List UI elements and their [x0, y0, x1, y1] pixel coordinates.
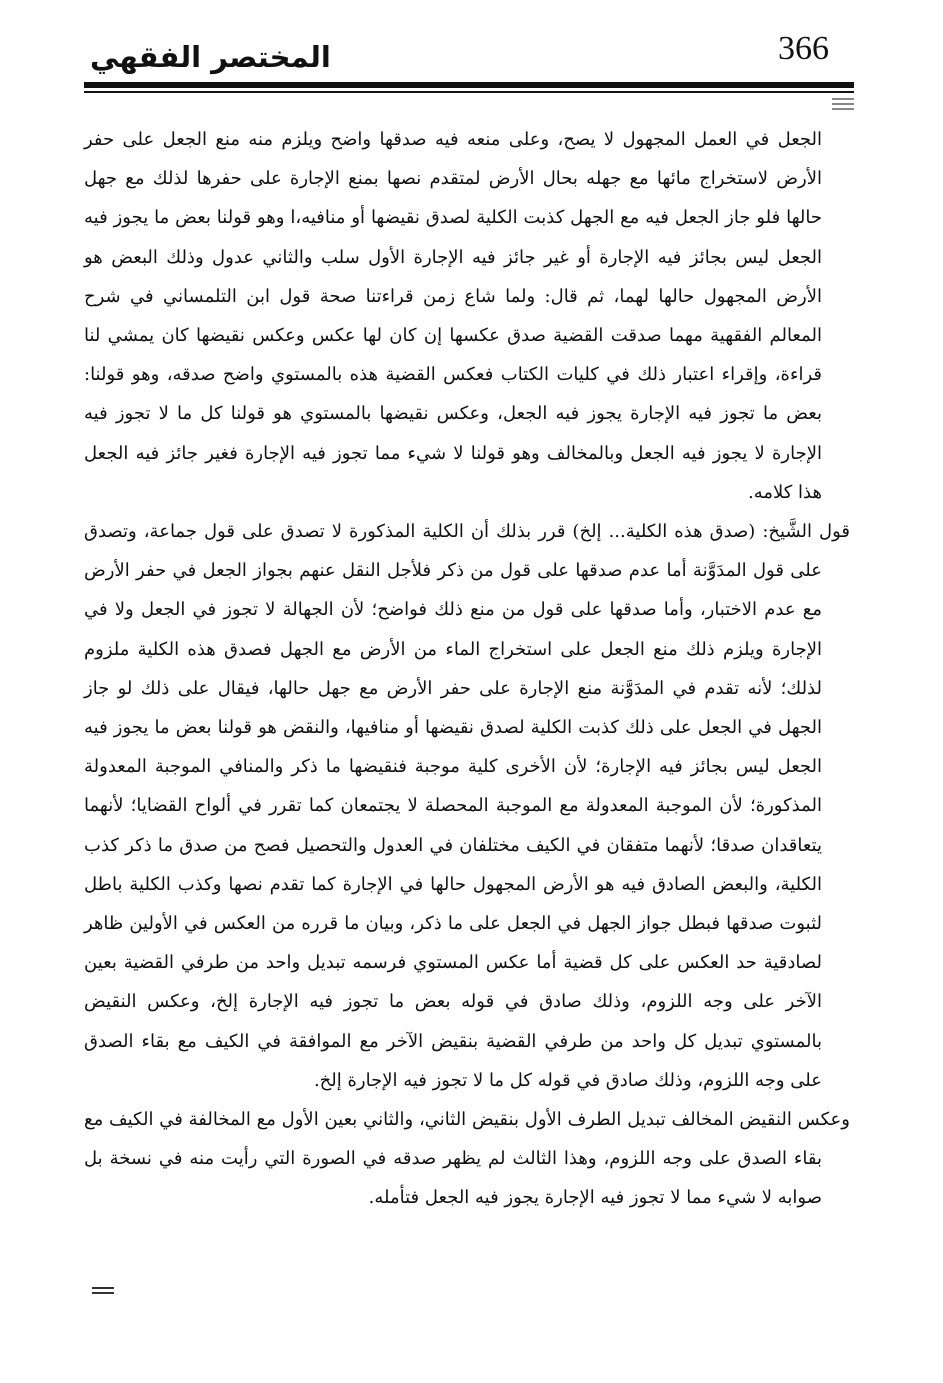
paragraph-sheikh-quote: قول الشَّيخ: (صدق هذه الكلية... إلخ) قرر بذلك أن الكلية المذكورة لا تصدق على قول جماعة، وتصدق على قول المدَوَّنة أما عدم صدقها على قول من ذكر فلأجل النقل عنهم بجواز الجعل في حفر الأرض مع عدم الاختبار، وأما صدقها على قول من منع ذلك فواضح؛ لأن الجهالة لا تجوز في الجعل ولا في الإجارة ويلزم ذلك منع الجعل على استخراج الماء من الأرض مع الجهل فصدق هذه الكلية ملزوم لذلك؛ لأنه تقدم في المدَوَّنة منع الإجارة على حفر الأرض مع جهل حالها، فيقال على ذلك لو جاز الجهل في الجعل على ذلك كذبت الكلية لصدق نقيضها أو منافيها، والنقض هو قولنا بعض ما يجوز فيه الجعل ليس بجائز فيه الإجارة؛ لأن الأخرى كلية موجبة فنقيضها ما ذكر والمنافي الموجبة المعدولة المذكورة؛ لأن الموجبة المعدولة مع الموجبة المحصلة لا يجتمعان كما تقرر في ألواح القضايا؛ لأنهما يتعاقدان صدقا؛ لأنهما متفقان في الكيف مختلفان في العدول والتحصيل فصح من صدق ما ذكر كذب الكلية، والبعض الصادق فيه هو الأرض المجهول حالها في الإجارة كما تقدم نصها وكذب الكلية باطل لثبوت صدقها فبطل جواز الجهل في الجعل على ما ذكر، وبيان ما قرره من العكس في الأولين ظاهر لصادقية حد العكس على كل قضية أما عكس المستوي فرسمه تبديل واحد من طرفي القضية بعين الآخر على وجه اللزوم، وذلك صادق في قوله بعض ما تجوز فيه الإجارة إلخ، وعكس النقيض بالمستوي تبديل كل واحد من طرفي القضية بنقيض الآخر مع الموافقة في الكيف مع بقاء الصدق على وجه اللزوم، وذلك صادق في قوله كل ما لا تجوز فيه الإجارة إلخ.: [84, 521, 850, 1091]
page-body: [84, 120, 850, 1218]
page-header: [0, 0, 943, 110]
header-ornament: [832, 98, 854, 113]
paragraph-contrary-converse: وعكس النقيض المخالف تبديل الطرف الأول بنقيض الثاني، والثاني بعين الأول مع المخالفة في الكيف مع بقاء الصدق على وجه اللزوم، وهذا الثالث لم يظهر صدقه في الصورة التي رأيت منه في نسخة بل صوابه لا شيء مما لا تجوز فيه الإجارة يجوز فيه الجعل فتأمله.: [84, 1109, 850, 1209]
footer-ornament: [92, 1287, 114, 1297]
page-number: 366: [778, 30, 829, 67]
paragraph-continued: الجعل في العمل المجهول لا يصح، وعلى منعه فيه صدقها واضح ويلزم منه منع الجعل على حفر الأرض لاستخراج مائها مع جهله بحال الأرض لمتقدم نصها بمنع الإجارة على حفرها لذلك مع جهل حالها فلو جاز الجعل فيه مع الجهل كذبت الكلية لصدق نقيضها أو منافيه،ا وهو قولنا بعض ما يجوز فيه الجعل ليس بجائز فيه الإجارة أو غير جائز فيه الإجارة الأول سلب والثاني عدول وذلك البعض هو الأرض المجهول حالها لهما، ثم قال: ولما شاع زمن قراءتنا صحة قول ابن التلمساني في شرح المعالم الفقهية مهما صدقت القضية صدق عكسها إن كان لها عكس وعكس نقيضها كان يمشي لنا قراءة، وإقراء اعتبار ذلك في كليات الكتاب فعكس القضية هذه بالمستوي واضح صدقه، وهو قولنا: بعض ما تجوز فيه الإجارة يجوز فيه الجعل، وعكس نقيضها بالمستوي هو قولنا كل ما لا تجوز فيه الإجارة لا يجوز فيه الجعل وبالمخالف وهو قولنا لا شيء مما تجوز فيه الإجارة فغير جائز فيه الجعل هذا كلامه.: [84, 129, 822, 503]
header-rule-thin: [84, 91, 854, 93]
header-rule-thick: [84, 82, 854, 88]
book-title: المختصر الفقهي: [90, 40, 331, 74]
